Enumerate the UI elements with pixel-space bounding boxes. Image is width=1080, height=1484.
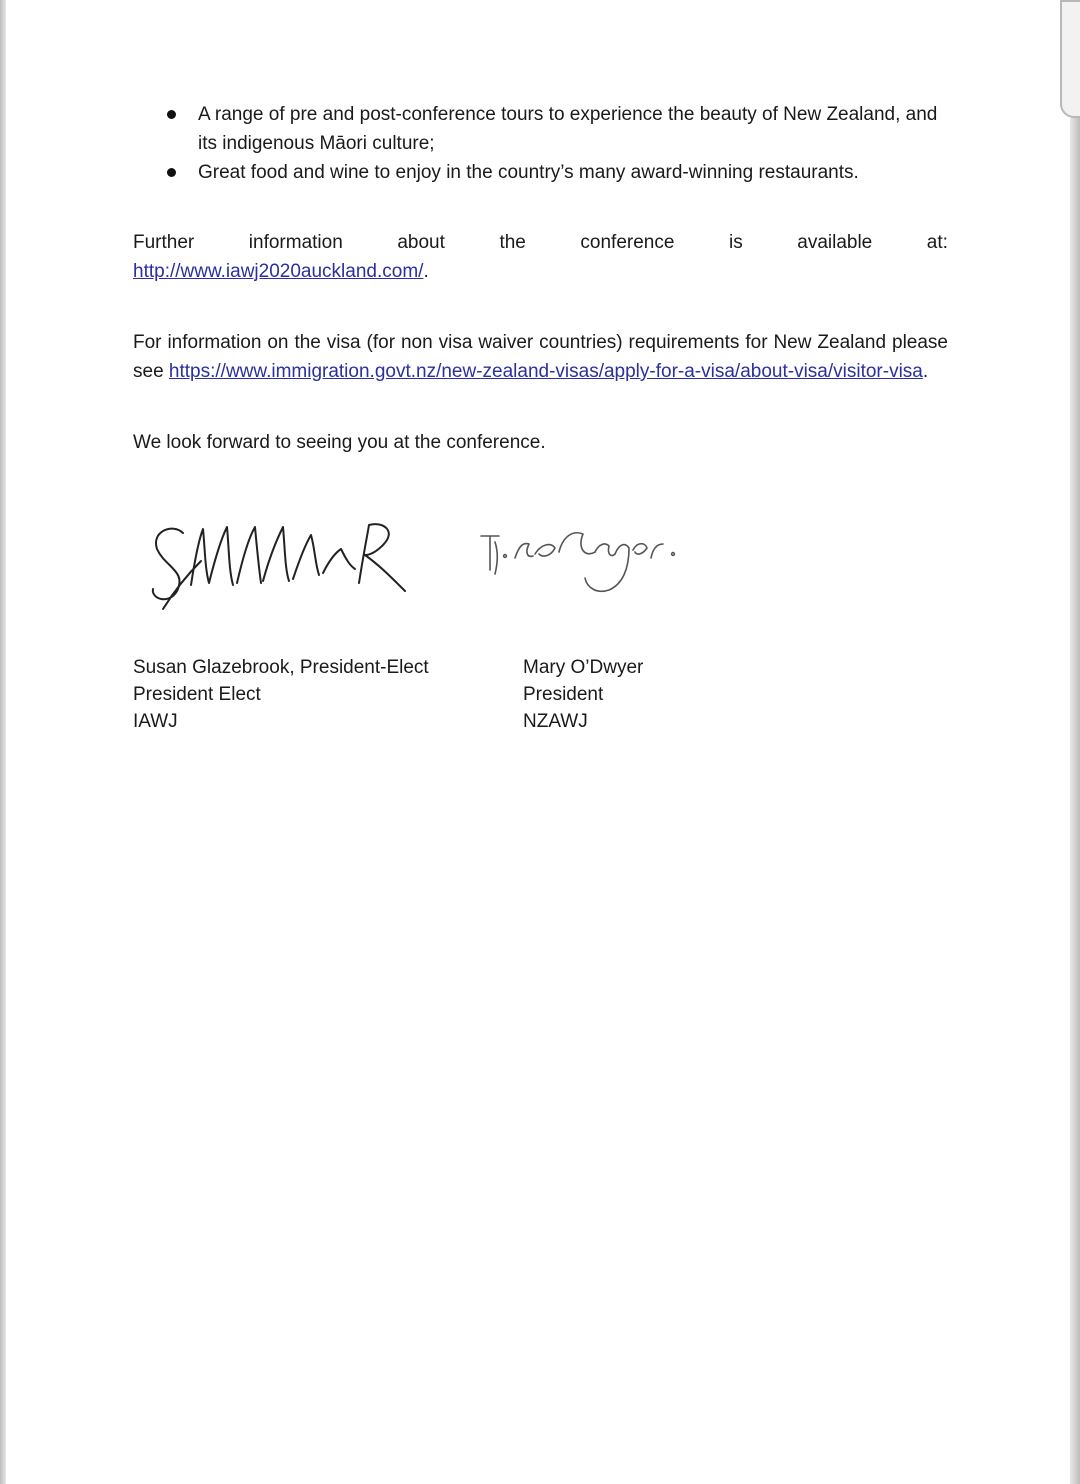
signature-glazebrook-icon bbox=[143, 513, 413, 613]
word: at: bbox=[926, 232, 948, 253]
word: Further bbox=[133, 232, 195, 253]
page-left-edge bbox=[0, 0, 6, 1484]
further-info-link-line bbox=[133, 257, 948, 286]
signatory-name: Susan Glazebrook, President-Elect bbox=[133, 657, 429, 678]
signatory-org: IAWJ bbox=[133, 711, 178, 732]
scroll-handle[interactable] bbox=[1060, 0, 1080, 118]
further-info-line bbox=[133, 228, 948, 257]
closing-sentence: We look forward to seeing you at the conference. bbox=[133, 432, 546, 453]
bullet-dot-icon bbox=[167, 110, 176, 119]
bullet-dot-icon bbox=[167, 168, 176, 177]
signature-odwyer-icon bbox=[473, 518, 693, 603]
signatory-org: NZAWJ bbox=[523, 711, 588, 732]
conference-website-link[interactable]: http://www.iawj2020auckland.com/ bbox=[133, 261, 424, 282]
word: available bbox=[797, 232, 873, 253]
bullet-text: A range of pre and post-conference tours to experience the beauty of New Zealand, and its indigenous Māori culture; bbox=[198, 104, 938, 154]
signatory-glazebrook bbox=[133, 654, 429, 735]
bullet-list bbox=[133, 100, 948, 187]
link-trailing-period: . bbox=[922, 361, 929, 382]
visa-text: For information on the visa (for non visa waiver countries) requirements for New Zealand please see bbox=[133, 332, 948, 382]
signatures-area bbox=[133, 513, 948, 613]
visa-paragraph bbox=[133, 328, 948, 386]
signatory-title: President Elect bbox=[133, 684, 261, 705]
signatory-name: Mary O’Dwyer bbox=[523, 657, 644, 678]
bullet-item bbox=[133, 100, 948, 158]
signatory-title: President bbox=[523, 684, 604, 705]
page-right-edge bbox=[1070, 0, 1080, 1484]
link-trailing-period: . bbox=[423, 261, 429, 282]
word: the bbox=[499, 232, 526, 253]
further-info-paragraph bbox=[133, 228, 948, 286]
signatories-block bbox=[133, 654, 948, 744]
signatory-odwyer bbox=[523, 654, 643, 735]
word: conference bbox=[580, 232, 675, 253]
word: about bbox=[397, 232, 445, 253]
word: is bbox=[728, 232, 743, 253]
document-page bbox=[133, 100, 948, 744]
word: information bbox=[248, 232, 343, 253]
bullet-item bbox=[133, 158, 948, 187]
bullet-text: Great food and wine to enjoy in the country’s many award-winning restaurants. bbox=[198, 162, 859, 183]
visa-info-link[interactable]: https://www.immigration.govt.nz/new-zealand-visas/apply-for-a-visa/about-visa/visitor-visa bbox=[168, 361, 923, 382]
